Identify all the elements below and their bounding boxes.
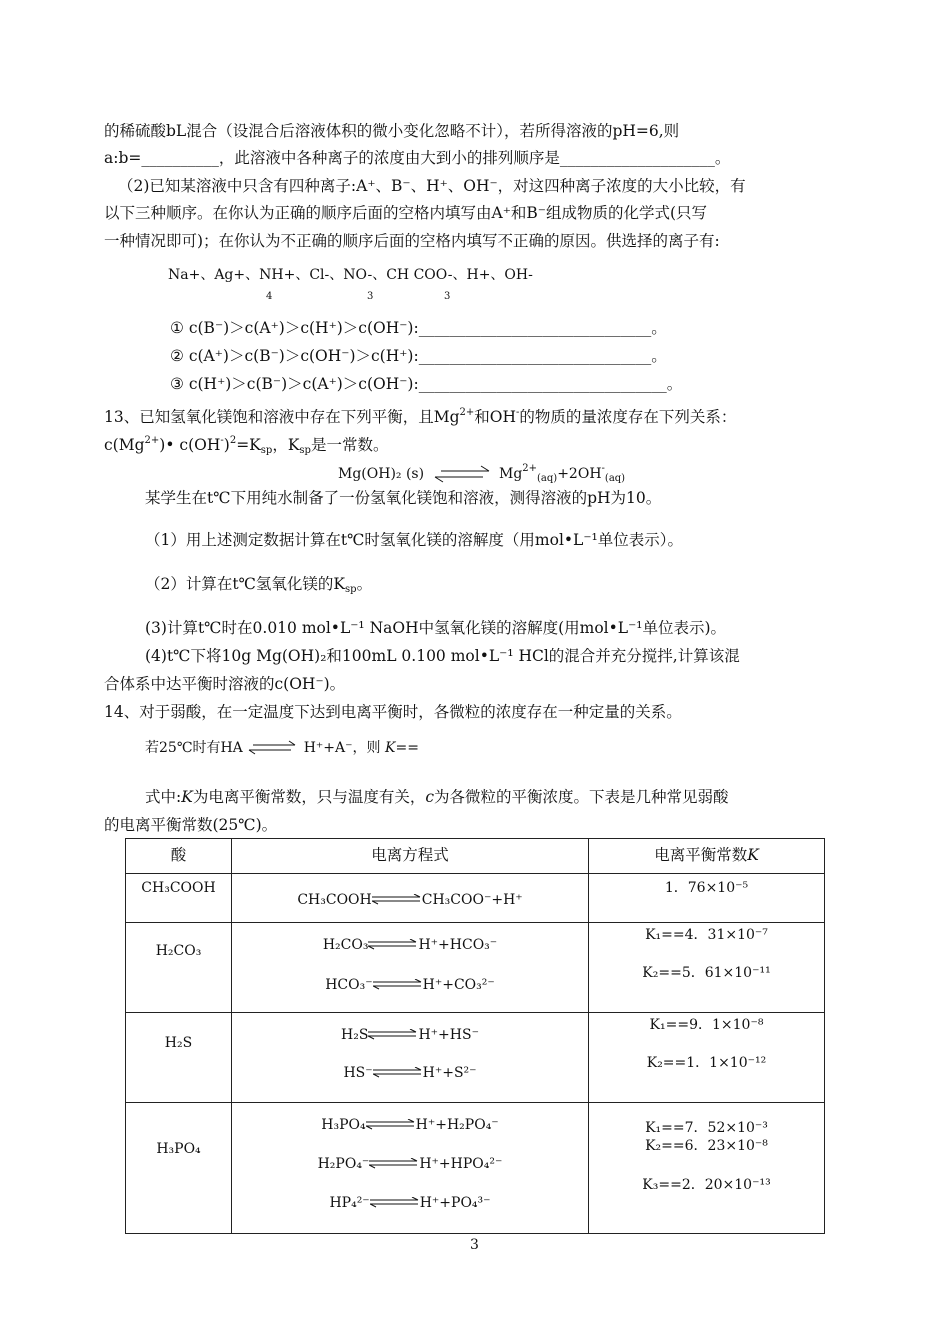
equation-line bbox=[232, 890, 588, 910]
text-line-4: 以下三种顺序。在你认为正确的顺序后面的空格内填写由A⁺和B⁻组成物质的化学式(只写 bbox=[104, 204, 707, 222]
q13-setup: 某学生在t℃下用纯水制备了一份氢氧化镁饱和溶液，测得溶液的pH为10。 bbox=[145, 489, 662, 507]
table-row bbox=[126, 1013, 825, 1103]
eq-right-b: +2OH bbox=[557, 466, 602, 482]
equation-line bbox=[232, 935, 588, 955]
header-constant-text: 电离平衡常数 bbox=[654, 846, 748, 864]
answer-blank-ratio: a:b=__________，此溶液中各种离子的浓度由大到小的排列顺序是 bbox=[104, 149, 560, 167]
q14-formula-a: 若25℃时有HA bbox=[145, 740, 243, 756]
eq-lhs: HS⁻ bbox=[343, 1065, 373, 1081]
equation-cell bbox=[232, 923, 589, 1013]
order-option-3: ③ c(H⁺)＞c(B⁻)＞c(A⁺)＞c(OH⁻):________________________________。 bbox=[170, 375, 683, 393]
equation-line bbox=[232, 1115, 588, 1135]
q13-part-2-text: （2）计算在t℃氢氧化镁的K bbox=[145, 575, 346, 593]
ksp-c: ) bbox=[223, 436, 230, 454]
q13-part-1: （1）用上述测定数据计算在t℃时氢氧化镁的溶解度（用mol•L⁻¹单位表示）。 bbox=[145, 531, 683, 549]
eq-lhs: H₂CO₃ bbox=[322, 937, 369, 953]
table-row bbox=[126, 923, 825, 1013]
ksp-f: 是一常数。 bbox=[310, 436, 389, 454]
eq-right-sub2: (aq) bbox=[604, 473, 626, 484]
constant-value: 1．76×10⁻⁵ bbox=[664, 880, 749, 896]
eq-rhs: H⁺+PO₄³⁻ bbox=[419, 1195, 491, 1211]
ksp-definition bbox=[104, 431, 388, 461]
order-option-2: ② c(A⁺)＞c(B⁻)＞c(OH⁻)＞c(H⁺):______________________________。 bbox=[170, 347, 667, 365]
eq-right-sub: (aq) bbox=[537, 473, 558, 484]
constant-value: K₂==5．61×10⁻¹¹ bbox=[642, 965, 771, 981]
q14-exp-b: 为电离平衡常数，只与温度有关， bbox=[192, 788, 426, 806]
q13-part-4-cont: 合体系中达平衡时溶液的c(OH⁻)。 bbox=[104, 675, 346, 693]
ksp-sup: 2+ bbox=[144, 435, 160, 446]
ion-subscript-3b: 3 bbox=[444, 291, 451, 302]
acid-name: H₂S bbox=[126, 1013, 232, 1103]
text-line-2 bbox=[104, 148, 730, 168]
equilibrium-equation bbox=[338, 459, 625, 489]
q14-exp-d: 为各微粒的平衡浓度。下表是几种常见弱酸 bbox=[434, 788, 729, 806]
q13-part-3: (3)计算t℃时在0.010 mol•L⁻¹ NaOH中氢氧化镁的溶解度(用mol•L⁻¹单位表示)。 bbox=[145, 619, 727, 637]
eq-rhs: H⁺+HS⁻ bbox=[418, 1027, 479, 1043]
eq-lhs: HP₄²⁻ bbox=[329, 1195, 370, 1211]
acid-name: H₂CO₃ bbox=[126, 923, 232, 1013]
constant-value: K₁==4．31×10⁻⁷ bbox=[645, 927, 768, 943]
header-constant-k: K bbox=[747, 846, 759, 864]
q13-text-c: 的物质的量浓度存在下列关系： bbox=[519, 408, 737, 426]
eq-right-sup2: - bbox=[601, 463, 605, 474]
equilibrium-arrow-icon bbox=[372, 894, 422, 906]
q14-exp-c: c bbox=[425, 788, 435, 806]
eq-lhs: H₂S bbox=[341, 1027, 369, 1043]
q13-part-4: (4)t℃下将10g Mg(OH)₂和100mL 0.100 mol•L⁻¹ HCl的混合并充分搅拌,计算该混 bbox=[145, 647, 740, 665]
eq-lhs: HCO₃⁻ bbox=[325, 977, 373, 993]
page-number: 3 bbox=[470, 1237, 479, 1253]
q14-explanation-cont: 的电离平衡常数(25℃)。 bbox=[104, 816, 278, 834]
q14-formula-k: K bbox=[385, 740, 396, 756]
equilibrium-arrow-icon bbox=[429, 463, 495, 485]
eq-left: Mg(OH)₂ (s) bbox=[338, 466, 425, 482]
equilibrium-arrow-icon bbox=[368, 939, 418, 951]
equilibrium-arrow-icon bbox=[247, 739, 299, 757]
header-constant bbox=[589, 839, 825, 874]
q13-part-2-end: 。 bbox=[356, 575, 373, 593]
constant-value: K₃==2．20×10⁻¹³ bbox=[642, 1177, 771, 1193]
text-line-1: 的稀硫酸bL混合（设混合后溶液体积的微小变化忽略不计），若所得溶液的pH=6,则 bbox=[104, 122, 680, 140]
constant-value: K₁==9．1×10⁻⁸ bbox=[649, 1017, 764, 1033]
q14-explanation bbox=[145, 787, 729, 807]
equilibrium-arrow-icon bbox=[369, 1158, 419, 1170]
equilibrium-arrow-icon bbox=[370, 1197, 420, 1209]
answer-blank-order: ____________________。 bbox=[559, 149, 731, 167]
constant-cell bbox=[589, 1103, 825, 1234]
equilibrium-arrow-icon bbox=[373, 1067, 423, 1079]
eq-lhs: CH₃COOH bbox=[297, 892, 372, 908]
table-row bbox=[126, 1103, 825, 1234]
constant-cell bbox=[589, 1013, 825, 1103]
ksp-a: c(Mg bbox=[104, 436, 145, 454]
order-option-1: ① c(B⁻)＞c(A⁺)＞c(H⁺)＞c(OH⁻):______________________________。 bbox=[170, 319, 667, 337]
acid-name: H₃PO₄ bbox=[126, 1103, 232, 1234]
constant-cell bbox=[589, 874, 825, 923]
ksp-sup2: - bbox=[220, 435, 224, 446]
q13-text-b: 和OH bbox=[474, 408, 517, 426]
equilibrium-arrow-icon bbox=[373, 979, 423, 991]
eq-rhs: H⁺+HPO₄²⁻ bbox=[419, 1156, 503, 1172]
q13-sup: 2+ bbox=[459, 407, 475, 418]
ksp-b: )• c(OH bbox=[159, 436, 221, 454]
table-header-row bbox=[126, 839, 825, 874]
table-row bbox=[126, 874, 825, 923]
q14-exp-a: 式中: bbox=[145, 788, 182, 806]
ksp-d: =K bbox=[236, 436, 261, 454]
eq-rhs: H⁺+HCO₃⁻ bbox=[418, 937, 498, 953]
ksp-sup3: 2 bbox=[229, 435, 237, 446]
ionization-constants-table bbox=[125, 838, 825, 1234]
eq-lhs: H₃PO₄ bbox=[321, 1117, 366, 1133]
q13-part-2-sub: sp bbox=[345, 584, 357, 595]
question-13-intro bbox=[104, 403, 736, 427]
eq-rhs: H⁺+H₂PO₄⁻ bbox=[415, 1117, 499, 1133]
ksp-sub: sp bbox=[260, 445, 273, 456]
q14-formula bbox=[145, 738, 419, 758]
q13-text-a: 13、已知氢氧化镁饱和溶液中存在下列平衡，且Mg bbox=[104, 408, 460, 426]
ion-list: Na+、Ag+、NH+、Cl-、NO-、CH COO-、H+、OH- bbox=[168, 267, 533, 283]
ksp-sub2: sp bbox=[299, 445, 311, 456]
eq-right-a: Mg bbox=[498, 466, 523, 482]
text-line-5: 一种情况即可)；在你认为不正确的顺序后面的空格内填写不正确的原因。供选择的离子有: bbox=[104, 232, 720, 250]
ion-subscript-4: 4 bbox=[266, 291, 273, 302]
eq-rhs: H⁺+CO₃²⁻ bbox=[422, 977, 495, 993]
eq-rhs: H⁺+S²⁻ bbox=[422, 1065, 477, 1081]
equilibrium-arrow-icon bbox=[366, 1119, 416, 1131]
equation-line bbox=[232, 1063, 588, 1083]
eq-right-sup: 2+ bbox=[522, 463, 538, 474]
header-equation: 电离方程式 bbox=[232, 839, 589, 874]
eq-rhs: CH₃COO⁻+H⁺ bbox=[421, 892, 523, 908]
equation-cell bbox=[232, 1013, 589, 1103]
q14-formula-c: == bbox=[395, 740, 419, 756]
constant-value: K₂==6．23×10⁻⁸ bbox=[645, 1138, 768, 1154]
ksp-e: ，K bbox=[272, 436, 300, 454]
constant-cell bbox=[589, 923, 825, 1013]
acid-name: CH₃COOH bbox=[126, 874, 232, 923]
question-14-intro: 14、对于弱酸，在一定温度下达到电离平衡时，各微粒的浓度存在一种定量的关系。 bbox=[104, 703, 682, 721]
equation-line bbox=[232, 1154, 588, 1174]
q14-formula-b: H⁺+A⁻，则 bbox=[303, 740, 381, 756]
equation-line bbox=[232, 1025, 588, 1045]
equation-cell bbox=[232, 1103, 589, 1234]
q13-sup2: - bbox=[516, 407, 520, 418]
constant-value: K₁==7．52×10⁻³ bbox=[645, 1120, 768, 1136]
constant-value: K₂==1．1×10⁻¹² bbox=[646, 1055, 767, 1071]
q13-part-2 bbox=[145, 574, 372, 600]
equilibrium-arrow-icon bbox=[368, 1029, 418, 1041]
eq-lhs: H₂PO₄⁻ bbox=[317, 1156, 370, 1172]
ion-subscript-3a: 3 bbox=[367, 291, 374, 302]
text-line-3: （2)已知某溶液中只含有四种离子:A⁺、B⁻、H⁺、OH⁻，对这四种离子浓度的大小比较，有 bbox=[118, 177, 746, 195]
header-acid: 酸 bbox=[126, 839, 232, 874]
equation-line bbox=[232, 975, 588, 995]
q14-exp-k: K bbox=[181, 788, 193, 806]
equation-line bbox=[232, 1193, 588, 1213]
equation-cell bbox=[232, 874, 589, 923]
